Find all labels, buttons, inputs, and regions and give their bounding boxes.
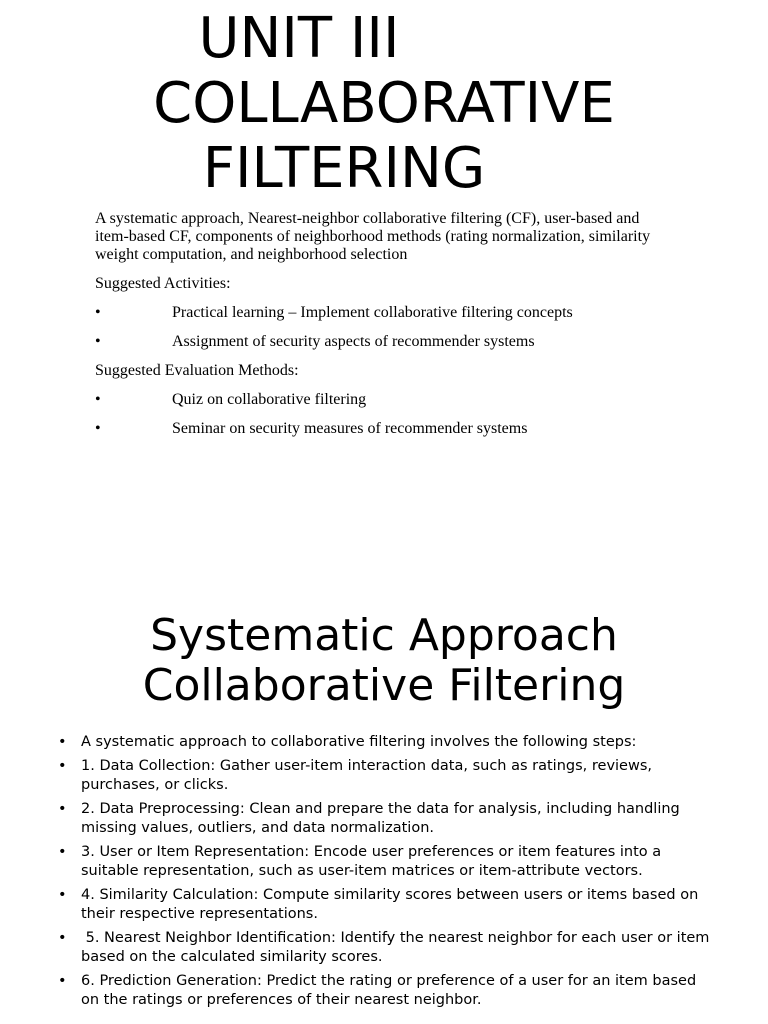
steps-list [58, 733, 718, 1015]
evaluation-heading: Suggested Evaluation Methods: [95, 362, 299, 379]
title-line: UNIT III [198, 6, 400, 71]
slide-title [0, 611, 768, 711]
bullet-icon: • [58, 930, 67, 946]
evaluation-text: Quiz on collaborative filtering [172, 391, 367, 408]
bullet-icon: • [58, 887, 67, 903]
bullet-icon: • [58, 973, 67, 989]
activity-text: Assignment of security aspects of recommender systems [172, 333, 535, 350]
title-line: Systematic Approach [150, 610, 618, 661]
list-item [58, 843, 718, 881]
activity-text: Practical learning – Implement collaborative filtering concepts [172, 304, 573, 321]
bullet-icon: • [95, 420, 101, 437]
list-item-text: 6. Prediction Generation: Predict the rating or preference of a user for an item based on the ratings or preferences of their nearest neighbor. [81, 973, 697, 1008]
list-item [58, 733, 718, 752]
unit-description: A systematic approach, Nearest-neighbor collaborative filtering (CF), user-based and item-based CF, components of neighborhood methods (rating normalization, similarity weight computation, and neighborhood selection [95, 210, 651, 263]
list-item [58, 929, 718, 967]
bullet-icon: • [95, 391, 101, 408]
list-item-text: 1. Data Collection: Gather user-item interaction data, such as ratings, reviews, purchases, or clicks. [81, 758, 652, 793]
list-item-text: 2. Data Preprocessing: Clean and prepare the data for analysis, including handling missing values, outliers, and data normalization. [81, 801, 680, 836]
bullet-icon: • [95, 333, 101, 350]
list-item-text: 3. User or Item Representation: Encode user preferences or item features into a suitable representation, such as user-item matrices or item-attribute vectors. [81, 844, 662, 879]
activity-item [95, 333, 665, 351]
activities-heading: Suggested Activities: [95, 275, 231, 292]
bullet-icon: • [58, 801, 67, 817]
list-item-text: A systematic approach to collaborative filtering involves the following steps: [81, 734, 637, 750]
list-item [58, 757, 718, 795]
activity-item [95, 304, 665, 322]
list-item-text: 5. Nearest Neighbor Identification: Identify the nearest neighbor for each user or item based on the calculated similarity scores. [81, 930, 715, 965]
list-item [58, 886, 718, 924]
slide-body [95, 210, 665, 449]
list-item [58, 800, 718, 838]
list-item [58, 972, 718, 1010]
evaluation-item [95, 391, 665, 409]
title-line: COLLABORATIVE [153, 71, 615, 136]
list-item-text: 4. Similarity Calculation: Compute similarity scores between users or items based on their respective representations. [81, 887, 699, 922]
evaluation-text: Seminar on security measures of recommender systems [172, 420, 528, 437]
bullet-icon: • [58, 758, 67, 774]
title-line: Collaborative Filtering [142, 660, 626, 711]
evaluation-item [95, 420, 665, 438]
title-line: FILTERING [202, 136, 486, 201]
bullet-icon: • [58, 844, 67, 860]
slide-title [0, 6, 768, 201]
slide-systematic-approach [0, 576, 768, 1024]
bullet-icon: • [58, 734, 67, 750]
bullet-icon: • [95, 304, 101, 321]
